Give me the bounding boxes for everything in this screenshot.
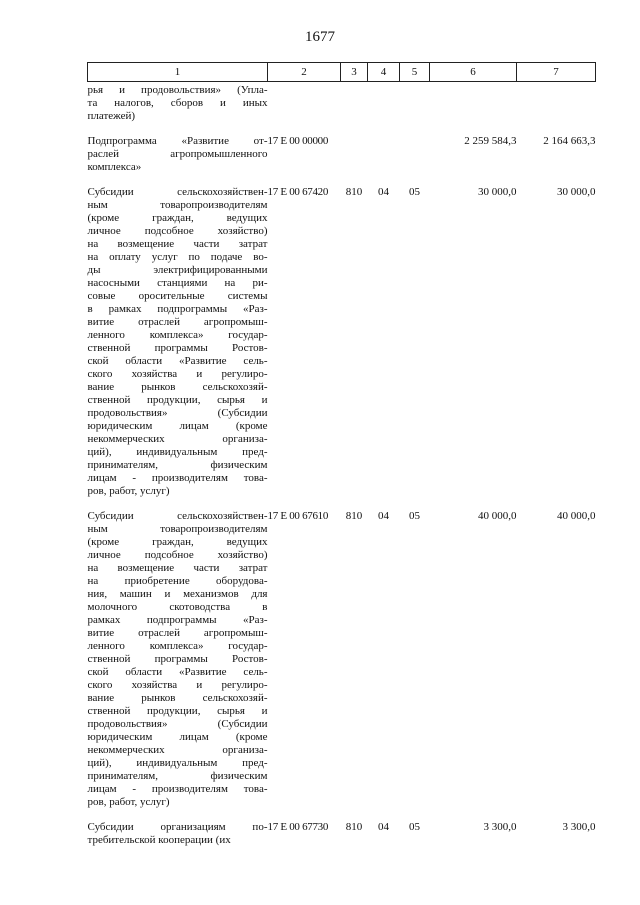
row-name-line: принимателям, физическим: [87, 770, 268, 782]
row-name-line: витие отраслей агропромыш-: [87, 627, 268, 639]
header-col-1: 1: [88, 63, 268, 82]
row-name-cell: [88, 123, 268, 174]
row-name-line: личное подсобное хозяйство): [87, 225, 268, 237]
header-col-4: 4: [368, 63, 400, 82]
budget-table: [87, 62, 596, 847]
row-name-line: ственной продукции, сырья и: [87, 705, 268, 717]
row-name-cell: [88, 809, 268, 847]
table-body: [88, 82, 596, 848]
row-col5-cell: [400, 82, 430, 124]
row-name-line: Субсидии сельскохозяйствен-: [87, 510, 268, 522]
row-name-line: Подпрограмма «Развитие от-: [87, 135, 268, 147]
row-name-line: насосными станциями на ри-: [87, 277, 268, 289]
row-name-line: ров, работ, услуг): [87, 485, 170, 497]
table-row: [88, 82, 596, 124]
row-name-line: рамках подпрограммы «Раз-: [87, 614, 268, 626]
row-name-line: ций), индивидуальным пред-: [87, 757, 268, 769]
row-name-line: ния, машин и механизмов для: [87, 588, 268, 600]
row-code-cell: 17 Е 00 67420: [267, 186, 329, 198]
row-name-line: Субсидии сельскохозяйствен-: [87, 186, 268, 198]
row-name-line: лицам - производителям това-: [87, 783, 268, 795]
row-code-cell: [268, 82, 341, 124]
row-name-line: ственной продукции, сырья и: [87, 394, 268, 406]
row-name-line: юридическим лицам (кроме: [87, 731, 268, 743]
row-name-line: лицам - производителям това-: [87, 472, 268, 484]
row-name-line: ным товаропроизводителям: [87, 199, 268, 211]
row-name-line: та налогов, сборов и иных: [87, 97, 268, 109]
row-name-line: требительской кооперации (их: [87, 834, 231, 846]
row-name-cell: [88, 174, 268, 498]
row-name-line: ленного комплекса» государ-: [87, 329, 268, 341]
table-row: [88, 809, 596, 847]
row-col5-cell: [400, 123, 430, 174]
row-name-line: раслей агропромышленного: [87, 148, 268, 160]
row-name-line: принимателям, физическим: [87, 459, 268, 471]
row-col3-cell: [341, 123, 368, 174]
row-name-line: ского хозяйства и регулиро-: [87, 368, 268, 380]
row-name-line: ской области «Развитие сель-: [87, 666, 268, 678]
row-col4-cell: 04: [378, 510, 389, 522]
row-col3-cell: 810: [345, 186, 363, 198]
header-col-3: 3: [341, 63, 368, 82]
row-name-line: ций), индивидуальным пред-: [87, 446, 268, 458]
row-amount-col7-cell: [517, 82, 596, 124]
row-amount-col7-cell: 40 000,0: [557, 510, 596, 522]
row-name-cell: [88, 498, 268, 809]
row-name-line: (кроме граждан, ведущих: [87, 212, 268, 224]
row-name-line: (кроме граждан, ведущих: [87, 536, 268, 548]
row-amount-col6-cell: 40 000,0: [478, 510, 517, 522]
row-col4-cell: 04: [378, 186, 389, 198]
row-col5-cell: 05: [409, 186, 420, 198]
table-row: [88, 498, 596, 809]
row-name-line: ров, работ, услуг): [87, 796, 170, 808]
header-col-2: 2: [268, 63, 341, 82]
table-row: [88, 174, 596, 498]
row-name-line: ленного комплекса» государ-: [87, 640, 268, 652]
header-col-5: 5: [400, 63, 430, 82]
row-col4-cell: [368, 123, 400, 174]
row-col3-cell: [341, 82, 368, 124]
row-name-line: продовольствия» (Субсидии: [87, 407, 268, 419]
row-name-line: комплекса»: [87, 161, 142, 173]
row-name-line: личное подсобное хозяйство): [87, 549, 268, 561]
row-code-cell: 17 Е 00 67730: [267, 821, 329, 833]
row-name-line: на возмещение части затрат: [87, 562, 268, 574]
table-row: [88, 123, 596, 174]
row-name-line: ского хозяйства и регулиро-: [87, 679, 268, 691]
row-col4-cell: 04: [378, 821, 389, 833]
row-amount-col6-cell: 2 259 584,3: [464, 135, 517, 147]
header-row: [88, 63, 596, 82]
row-amount-col7-cell: 2 164 663,3: [543, 135, 596, 147]
row-code-cell: 17 Е 00 00000: [267, 135, 329, 147]
row-name-line: на оплату услуг по подаче во-: [87, 251, 268, 263]
row-col4-cell: [368, 82, 400, 124]
row-name-line: совые оросительные системы: [87, 290, 268, 302]
row-amount-col6-cell: [430, 82, 517, 124]
row-name-line: вание рынков сельскохозяй-: [87, 381, 268, 393]
row-col5-cell: 05: [409, 821, 420, 833]
row-name-line: ской области «Развитие сель-: [87, 355, 268, 367]
row-amount-col7-cell: 3 300,0: [562, 821, 596, 833]
row-name-line: ды электрифицированными: [87, 264, 268, 276]
row-name-line: продовольствия» (Субсидии: [87, 718, 268, 730]
row-amount-col6-cell: 30 000,0: [478, 186, 517, 198]
row-name-line: ственной программы Ростов-: [87, 653, 268, 665]
row-col3-cell: 810: [345, 821, 363, 833]
row-name-line: некоммерческих организа-: [87, 744, 268, 756]
row-amount-col6-cell: 3 300,0: [483, 821, 517, 833]
row-name-line: Субсидии организациям по-: [87, 821, 268, 833]
row-name-line: ственной программы Ростов-: [87, 342, 268, 354]
header-col-7: 7: [517, 63, 596, 82]
row-name-line: молочного скотоводства в: [87, 601, 268, 613]
row-name-line: платежей): [87, 110, 136, 122]
row-name-cell: [88, 82, 268, 124]
row-code-cell: 17 Е 00 67610: [267, 510, 329, 522]
row-name-line: на возмещение части затрат: [87, 238, 268, 250]
row-name-line: некоммерческих организа-: [87, 433, 268, 445]
row-name-line: витие отраслей агропромыш-: [87, 316, 268, 328]
header-col-6: 6: [430, 63, 517, 82]
row-name-line: в рамках подпрограммы «Раз-: [87, 303, 268, 315]
row-col5-cell: 05: [409, 510, 420, 522]
row-name-line: вание рынков сельскохозяй-: [87, 692, 268, 704]
row-col3-cell: 810: [345, 510, 363, 522]
page-number: 1677: [305, 29, 335, 45]
row-name-line: рья и продовольствия» (Упла-: [87, 84, 268, 96]
row-amount-col7-cell: 30 000,0: [557, 186, 596, 198]
row-name-line: на приобретение оборудова-: [87, 575, 268, 587]
row-name-line: ным товаропроизводителям: [87, 523, 268, 535]
row-name-line: юридическим лицам (кроме: [87, 420, 268, 432]
